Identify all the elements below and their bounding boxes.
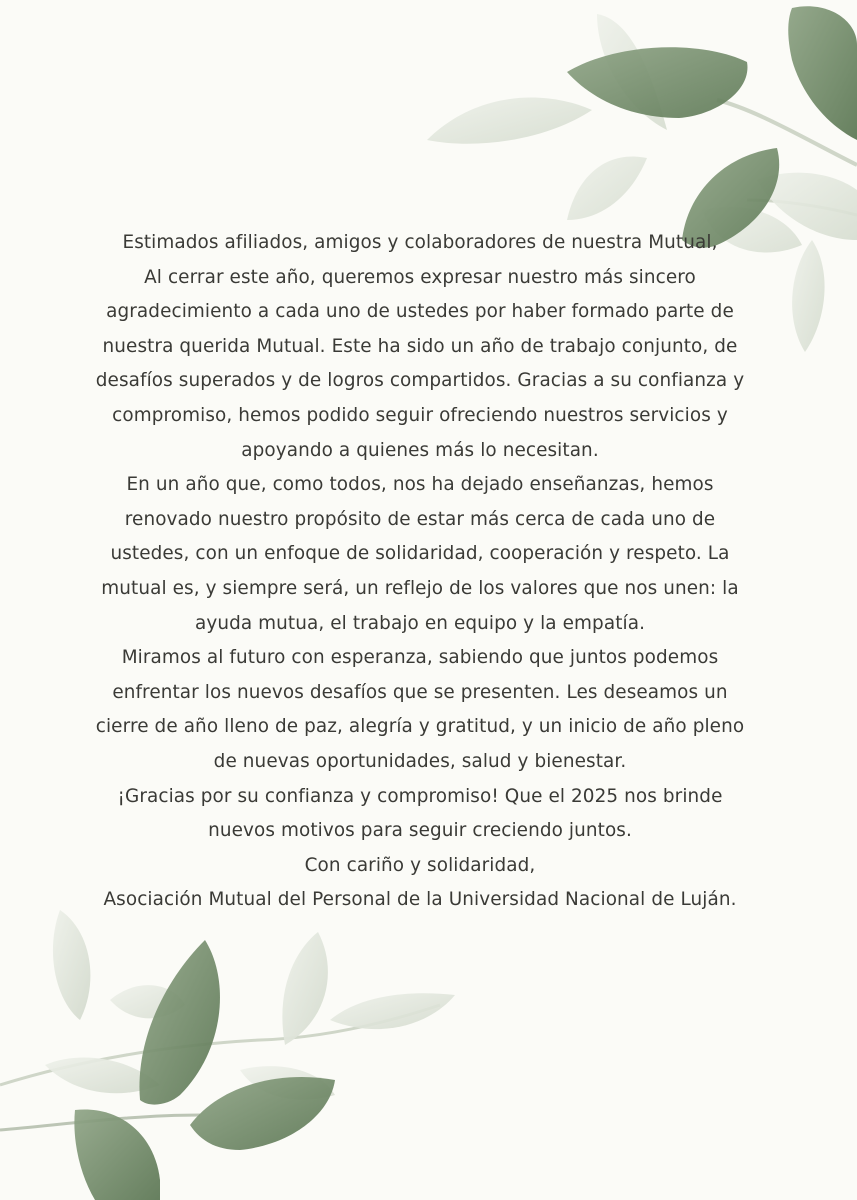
letter-body [60, 226, 780, 918]
letter-line: enfrentar los nuevos desafíos que se presenten. Les deseamos un [112, 681, 728, 703]
letter-signature: Asociación Mutual del Personal de la Universidad Nacional de Luján. [103, 889, 737, 911]
letter-line: Al cerrar este año, queremos expresar nuestro más sincero [144, 266, 696, 288]
letter-line: mutual es, y siempre será, un reflejo de los valores que nos unen: la [101, 577, 739, 599]
letter-line: ¡Gracias por su confianza y compromiso! Que el 2025 nos brinde [117, 785, 723, 807]
letter-line: Miramos al futuro con esperanza, sabiendo que juntos podemos [121, 647, 719, 669]
letter-line: agradecimiento a cada uno de ustedes por haber formado parte de [106, 301, 734, 323]
letter-line: nuevos motivos para seguir creciendo juntos. [208, 820, 632, 842]
letter-closing: Con cariño y solidaridad, [304, 854, 536, 876]
letter-line: ayuda mutua, el trabajo en equipo y la empatía. [194, 612, 646, 634]
letter-line: ustedes, con un enfoque de solidaridad, cooperación y respeto. La [110, 543, 730, 565]
letter-line: de nuevas oportunidades, salud y bienestar. [213, 750, 627, 772]
letter-line: compromiso, hemos podido seguir ofreciendo nuestros servicios y [112, 404, 728, 426]
letter-line: cierre de año lleno de paz, alegría y gratitud, y un inicio de año pleno [95, 716, 745, 738]
letter-greeting: Estimados afiliados, amigos y colaboradores de nuestra Mutual, [122, 232, 718, 253]
letter-line: apoyando a quienes más lo necesitan. [241, 439, 599, 461]
letter-line: desafíos superados y de logros compartidos. Gracias a su confianza y [95, 370, 745, 392]
letter-line: En un año que, como todos, nos ha dejado enseñanzas, hemos [126, 474, 714, 496]
leaves-decoration-bottom [0, 910, 470, 1200]
letter-line: nuestra querida Mutual. Este ha sido un año de trabajo conjunto, de [102, 335, 738, 357]
letter-line: renovado nuestro propósito de estar más cerca de cada uno de [124, 508, 716, 530]
